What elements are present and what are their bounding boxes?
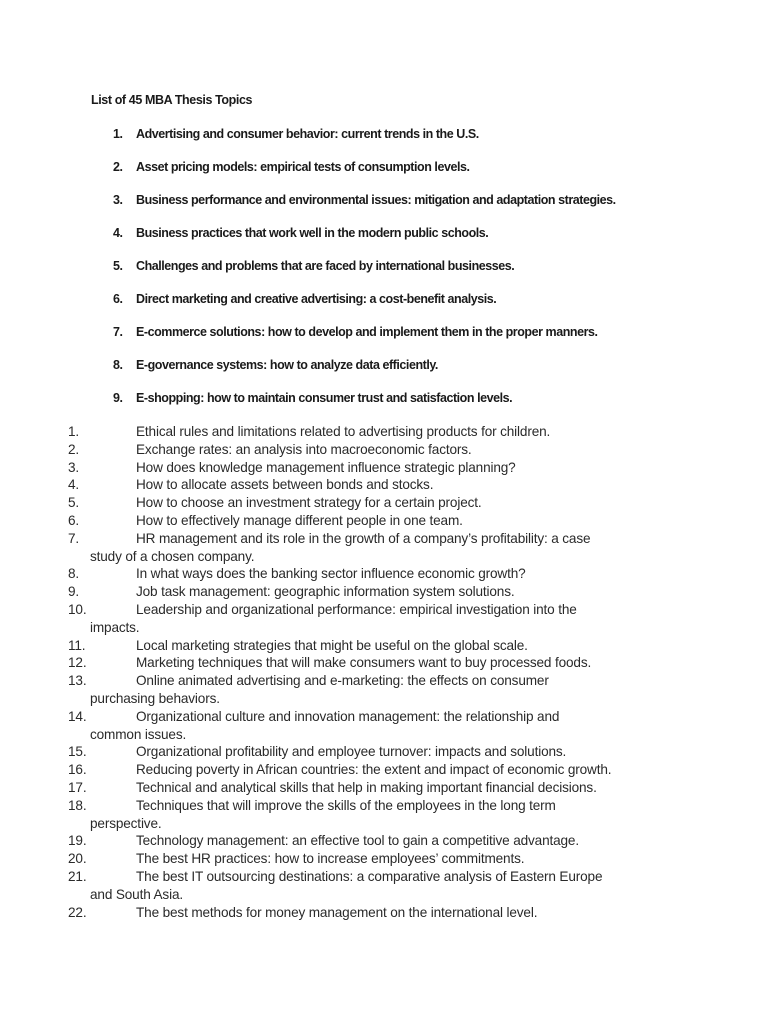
bold-list-item bbox=[0, 292, 768, 325]
plain-list-item-number: 7. bbox=[68, 530, 80, 546]
bold-list-item-number: 2. bbox=[113, 160, 123, 174]
plain-list-item-text: Technical and analytical skills that help in making important financial decisions. bbox=[136, 779, 597, 795]
plain-list-item bbox=[0, 601, 768, 637]
plain-list-item-text: How to effectively manage different people in one team. bbox=[136, 512, 463, 528]
plain-list-item-number: 9. bbox=[68, 584, 80, 600]
plain-list-item-number: 8. bbox=[68, 566, 80, 582]
document-title: List of 45 MBA Thesis Topics bbox=[91, 93, 253, 107]
plain-list-item-text: Local marketing strategies that might be useful on the global scale. bbox=[136, 637, 528, 653]
bold-list-item-text: Direct marketing and creative advertising: a cost-benefit analysis. bbox=[136, 292, 497, 306]
plain-list-item-number: 6. bbox=[68, 512, 80, 528]
plain-list-item-text-continued: common issues. bbox=[90, 726, 187, 742]
plain-list-item bbox=[0, 494, 768, 512]
bold-list-item-number: 5. bbox=[113, 259, 123, 273]
plain-list-item-number: 12. bbox=[68, 655, 87, 671]
bold-list-item bbox=[0, 226, 768, 259]
plain-list-item-number: 10. bbox=[68, 601, 87, 617]
plain-list-item bbox=[0, 530, 768, 566]
plain-list-item bbox=[0, 797, 768, 833]
plain-list-item-number: 20. bbox=[68, 851, 87, 867]
plain-list-item-text: Techniques that will improve the skills of the employees in the long term bbox=[136, 797, 556, 813]
bold-list-item bbox=[0, 160, 768, 193]
plain-list-item bbox=[0, 441, 768, 459]
plain-list-item-text: The best methods for money management on the international level. bbox=[136, 904, 538, 920]
plain-list-item-number: 1. bbox=[68, 424, 80, 439]
plain-list-item-number: 11. bbox=[68, 637, 86, 653]
plain-list-item bbox=[0, 850, 768, 868]
plain-list-item bbox=[0, 708, 768, 744]
plain-list-item-text: Job task management: geographic information system solutions. bbox=[136, 584, 515, 600]
bold-list-item-text: E-commerce solutions: how to develop and implement them in the proper manners. bbox=[136, 325, 598, 339]
plain-list-item bbox=[0, 565, 768, 583]
plain-list-item-text-continued: purchasing behaviors. bbox=[90, 690, 220, 706]
plain-list-item-text: HR management and its role in the growth of a company’s profitability: a case bbox=[136, 530, 591, 546]
plain-topic-list bbox=[0, 423, 768, 921]
bold-list-item-text: Challenges and problems that are faced by international businesses. bbox=[136, 259, 515, 273]
plain-list-item-text: Organizational culture and innovation management: the relationship and bbox=[136, 708, 560, 724]
plain-list-item bbox=[0, 868, 768, 904]
plain-list-item-number: 4. bbox=[68, 477, 80, 493]
plain-list-item-text-continued: study of a chosen company. bbox=[90, 548, 255, 564]
plain-list-item-text: The best HR practices: how to increase employees’ commitments. bbox=[136, 851, 525, 867]
plain-list-item-number: 16. bbox=[68, 762, 87, 778]
plain-list-item-text: How to allocate assets between bonds and stocks. bbox=[136, 477, 434, 493]
plain-list-item-number: 5. bbox=[68, 495, 80, 511]
plain-list-item-text: Reducing poverty in African countries: the extent and impact of economic growth. bbox=[136, 762, 612, 778]
bold-list-item-number: 6. bbox=[113, 292, 123, 306]
bold-list-item-number: 9. bbox=[113, 391, 123, 405]
plain-list-item bbox=[0, 904, 768, 922]
plain-list-item-number: 22. bbox=[68, 904, 87, 920]
bold-list-item-text: E-shopping: how to maintain consumer trust and satisfaction levels. bbox=[136, 391, 513, 405]
plain-list-item-number: 17. bbox=[68, 779, 87, 795]
bold-list-item bbox=[0, 127, 768, 160]
plain-list-item bbox=[0, 637, 768, 655]
plain-list-item-text: The best IT outsourcing destinations: a comparative analysis of Eastern Europe bbox=[136, 868, 603, 884]
plain-list-item-text: How does knowledge management influence strategic planning? bbox=[136, 459, 516, 475]
plain-list-item-number: 2. bbox=[68, 441, 80, 457]
plain-list-item bbox=[0, 476, 768, 494]
bold-list-item-number: 1. bbox=[113, 127, 123, 141]
plain-list-item-text: How to choose an investment strategy for a certain project. bbox=[136, 495, 482, 511]
bold-list-item-text: Business practices that work well in the modern public schools. bbox=[136, 226, 489, 240]
plain-list-item bbox=[0, 654, 768, 672]
bold-list-item-text: Business performance and environmental issues: mitigation and adaptation strategies. bbox=[136, 193, 616, 207]
plain-list-item bbox=[0, 672, 768, 708]
plain-list-item bbox=[0, 512, 768, 530]
plain-list-item-number: 18. bbox=[68, 797, 87, 813]
bold-list-item-number: 8. bbox=[113, 358, 123, 372]
plain-list-item-text: Technology management: an effective tool to gain a competitive advantage. bbox=[136, 833, 579, 849]
plain-list-item bbox=[0, 423, 768, 441]
plain-list-item-number: 13. bbox=[68, 673, 87, 689]
plain-list-item bbox=[0, 779, 768, 797]
plain-list-item-number: 3. bbox=[68, 459, 80, 475]
plain-list-item-number: 21. bbox=[68, 868, 87, 884]
bold-list-item-number: 7. bbox=[113, 325, 123, 339]
plain-list-item-text: Ethical rules and limitations related to advertising products for children. bbox=[136, 424, 551, 439]
bold-list-item-number: 4. bbox=[113, 226, 123, 240]
bold-topic-list bbox=[0, 127, 768, 424]
bold-list-item bbox=[0, 193, 768, 226]
plain-list-item-number: 14. bbox=[68, 708, 87, 724]
bold-list-item bbox=[0, 325, 768, 358]
plain-list-item-text: In what ways does the banking sector influence economic growth? bbox=[136, 566, 526, 582]
bold-list-item bbox=[0, 259, 768, 292]
bold-list-item bbox=[0, 358, 768, 391]
bold-list-item-text: E-governance systems: how to analyze data efficiently. bbox=[136, 358, 438, 372]
plain-list-item-text: Leadership and organizational performance: empirical investigation into the bbox=[136, 601, 577, 617]
plain-list-item-number: 15. bbox=[68, 744, 87, 760]
plain-list-item-text: Exchange rates: an analysis into macroeconomic factors. bbox=[136, 441, 472, 457]
plain-list-item-text-continued: perspective. bbox=[90, 815, 162, 831]
plain-list-item-text: Marketing techniques that will make consumers want to buy processed foods. bbox=[136, 655, 592, 671]
plain-list-item-text-continued: and South Asia. bbox=[90, 886, 183, 902]
plain-list-item-text-continued: impacts. bbox=[90, 619, 140, 635]
plain-list-item bbox=[0, 459, 768, 477]
plain-list-item-text: Organizational profitability and employee turnover: impacts and solutions. bbox=[136, 744, 567, 760]
bold-list-item bbox=[0, 391, 768, 424]
plain-list-item-text: Online animated advertising and e-marketing: the effects on consumer bbox=[136, 673, 549, 689]
plain-list-item-number: 19. bbox=[68, 833, 87, 849]
plain-list-item bbox=[0, 761, 768, 779]
bold-list-item-text: Asset pricing models: empirical tests of consumption levels. bbox=[136, 160, 470, 174]
plain-list-item bbox=[0, 832, 768, 850]
bold-list-item-number: 3. bbox=[113, 193, 123, 207]
bold-list-item-text: Advertising and consumer behavior: current trends in the U.S. bbox=[136, 127, 479, 141]
plain-list-item bbox=[0, 583, 768, 601]
plain-list-item bbox=[0, 743, 768, 761]
